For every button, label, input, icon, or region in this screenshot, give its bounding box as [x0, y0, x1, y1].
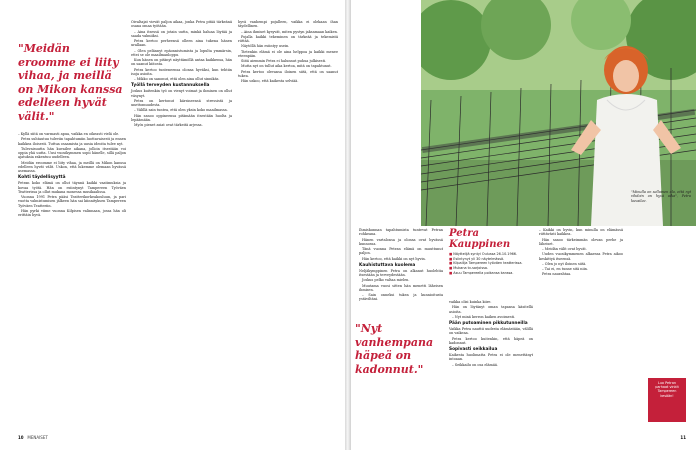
paragraph: Petran koko elämä on ollut täynnä kaikki vaatimuksia ja kovaa työtä. Hän on esiintynyt Tampereen Työväen Teatterissa ja ollut mukana monessa musikaalissa. [18, 181, 126, 194]
paragraph: Petra suhtautuu tuleviin tapahtumiin luottavaisesti ja ennen kaikkea iloisesti. Tuttua osaamista ja uusia ideoita tulee nyt. [18, 137, 126, 146]
paragraph: Tulevaisuutta hän kuvailee aikana, jolloin itsestään voi oppia yhä uutta. Uusi vuosikymmen sopii hänelle, sillä paljon ajatuksia rakentuu uudelleen. [18, 146, 126, 160]
profile-fact: ■ Asuu Tampereella poikansa kanssa. [449, 271, 533, 275]
page-footer-right [680, 435, 686, 440]
paragraph: Vuonna 1991 Petra pääsi Teatterikorkeakouluun, ja pari vuotta valmistumisen jälkeen hän sai kiinnityksen Tampereen Työväen Teatteriin. [18, 195, 126, 208]
paragraph: – Mikko on sanonut, että olen aina ollut sinnikäs. [134, 77, 220, 81]
paragraph: Petra on kertonut kärsineensä stressistä ja unettomuudesta. [131, 98, 232, 107]
paragraph: Kaikesta huolimatta Petra ei ole menettänyt intoaan. [449, 353, 533, 362]
paragraph: Hän pyrki viime vuonna Kilpisen valinnaan, jossa hän oli erittäin hyvä. [18, 208, 126, 217]
paragraph: Joskus pelko valtaa mielen. [362, 278, 410, 283]
side-note [631, 190, 691, 204]
paragraph: – Olen jo nyt iloinen siitä. [542, 261, 587, 266]
page-number: 10 [18, 435, 24, 440]
article-column-2 [131, 20, 232, 128]
article-column-a [359, 228, 443, 303]
article-column-b [449, 300, 533, 368]
article-column-1 [18, 132, 126, 218]
photo-caption: Luo Petran parhaat vinkit Tampereen kesään! [655, 381, 679, 398]
paragraph: Petra kertoo tunteneensa olonsa hyväksi, kun tehtiin isoja asioita. [131, 67, 232, 76]
section-heading: Kauhistuttava kuolema [359, 262, 416, 268]
paragraph: – Aina itsessä on jotain uutta, minkä haluaa löytää ja saada valmiiksi. [131, 29, 232, 38]
paragraph: Pojalla kaikki tekeminen on tärkeää ja tekemistä riittää. [238, 34, 338, 43]
section-heading: Pään putoaminen pikkutunneilla [449, 321, 528, 326]
paragraph: vaikka olisi kuinka kiire. [449, 300, 492, 304]
paragraph: – Tai ei, en tunne sitä niin. [542, 267, 588, 271]
profile-fact: ■ Näyttelijä syntyi Oulussa 26.10.1966. [449, 252, 533, 256]
section-heading: Työllä terveyden kustannuksella [131, 83, 210, 89]
paragraph: Tänä vuonna Petran elämä on muuttunut paljon. [359, 247, 443, 256]
paragraph: Tietenkin elämä ei ole aina helppoa ja kaikki menee eteenpäin. [238, 49, 338, 58]
paragraph: Oivaltajat vievät paljon aikaa, jonka Petra pitää tärkeänä osana omaa työtään. [131, 20, 232, 29]
paragraph: – Nyt minä kerron kaiken avoimesti. [452, 314, 516, 319]
article-column-c [539, 228, 623, 278]
paragraph: Hän sanoo tärkeimmän olevan perhe ja läheiset. [539, 237, 623, 246]
profile-fact: ■ Mukana tv-sarjoissa. [449, 266, 533, 270]
paragraph: Meidän eroomme ei liity vihaa, ja meillä on Mikon kanssa edelleen hyvät välit. Uskon, että lukemme olemaan hyvässä asemassa. [18, 160, 126, 173]
paragraph: Neljäkymppinen Petra on alkanut huolehtia itsestään ja terveydestään. [359, 268, 443, 277]
magazine-name: MENAISET [27, 435, 48, 440]
article-column-3 [238, 20, 338, 84]
profile-facts [449, 252, 533, 275]
paragraph: Joskus kuitenkin työ on vienyt voimat ja ihminen on ollut väsynyt. [131, 89, 232, 98]
paragraph: – Meidän välit ovat hyvät. [542, 247, 587, 251]
section-heading: Sopivasti seikkailua [449, 347, 498, 352]
paragraph: Ihmiskunnan tapahtumista tuntevat Petran rohkeana. [359, 228, 443, 237]
paragraph: Petra kertoo perheensä olleen aina tukena hänen urallaan. [131, 39, 232, 48]
paragraph: hyvä vanhempi pojalleen, vaikka ei olekaan ihan täydellinen. [238, 20, 338, 29]
paragraph: – Olen pelännyt epäonnistumista ja lopulta ymmärsin, ettei se ole maailmanloppu. [131, 48, 232, 57]
profile-fact: ■ Esiintynyt yli 30 näytelmässä. [449, 257, 533, 261]
paragraph: Uuden vuosikymmenen alkaessa Petra aikoo keskittyä itseensä. [539, 252, 623, 261]
paragraph: Vaikka Petra nauttii uudesta elämästään, välillä on vaikeaa. [449, 327, 533, 336]
paragraph: Hän sanoo oppineensa pitämään itsestään huolta ja lepäämään. [131, 113, 232, 122]
paragraph: Petra kertoo olevansa iloinen siitä, että on saanut tukea. [238, 69, 338, 78]
profile-name: Petra Kauppinen [449, 228, 511, 250]
profile-fact: ■ Kilpailija Tampereen työväen teatterissa. [449, 261, 533, 265]
right-page [351, 0, 696, 450]
paragraph: – Seikkailu on osa elämää. [452, 362, 499, 367]
page-footer-left [18, 435, 48, 440]
photo-caption-box [648, 378, 686, 422]
side-note-text: "Minulla on sellainen olo, että nyt vihdoin on hyvä aika", Petra kuvailee. [631, 190, 691, 203]
paragraph: Siitä aiemmin Petra ei halunnut puhua julkisesti. [241, 59, 327, 63]
page-number: 11 [680, 435, 686, 440]
paragraph: Hän uskoo, että kaikesta selviää. [241, 79, 299, 83]
pull-quote-right: "Nyt vanhempana häpeä on kadonnut." [355, 322, 434, 376]
paragraph: Hän kertoo, että kaikki on nyt hyvin. [362, 256, 426, 261]
paragraph: – Kaikki on hyvin, kun minulla on elämässä riittävästi kaikkea. [539, 228, 623, 237]
paragraph: Mutta nyt on tullut aika kertoa, mitä on tapahtunut. [241, 64, 332, 69]
paragraph: – Välillä sain tuntea, että olen yksin koko maailmassa. [134, 108, 228, 113]
paragraph: Muutama vuosi sitten hän menetti läheisen ihmisen. [359, 283, 443, 292]
paragraph: Hän on löytänyt oman tapansa käsitellä asioita. [449, 305, 533, 314]
left-page [0, 0, 345, 450]
paragraph: – Kyllä siitä on varmasti apua, vaikka en oikeasti vielä ole. [18, 132, 120, 136]
profile-box [449, 228, 533, 275]
paragraph: Hänen vartalonsa ja olonsa ovat hyvässä kunnossa. [359, 237, 443, 246]
paragraph: Myös pienet asiat ovat tärkeitä arjessa. [134, 123, 203, 127]
section-heading: Kohti täydellisyyttä [18, 175, 66, 181]
paragraph: Petra kertoo kuitenkin, että häpeä on kadonnut. [449, 336, 533, 345]
paragraph: Näytöllä hän esiintyy usein. [241, 44, 290, 49]
paragraph: – Aina ihmiset kysyvät, miten pystyn jaksamaan kaiken. [241, 29, 338, 34]
pull-quote-left: "Meidän eroomme ei liity vihaa, ja meillä on Mikon kanssa edelleen hyvät välit." [18, 42, 123, 123]
paragraph: – Sain onneksi tukea ja kunnioitusta ystäviltäni. [359, 293, 443, 302]
paragraph: Petra naurahtaa. [542, 272, 572, 277]
paragraph: Kun hänen on pitänyt näyttämöllä antaa kaikkensa, hän on saanut kiitosta. [131, 58, 232, 67]
